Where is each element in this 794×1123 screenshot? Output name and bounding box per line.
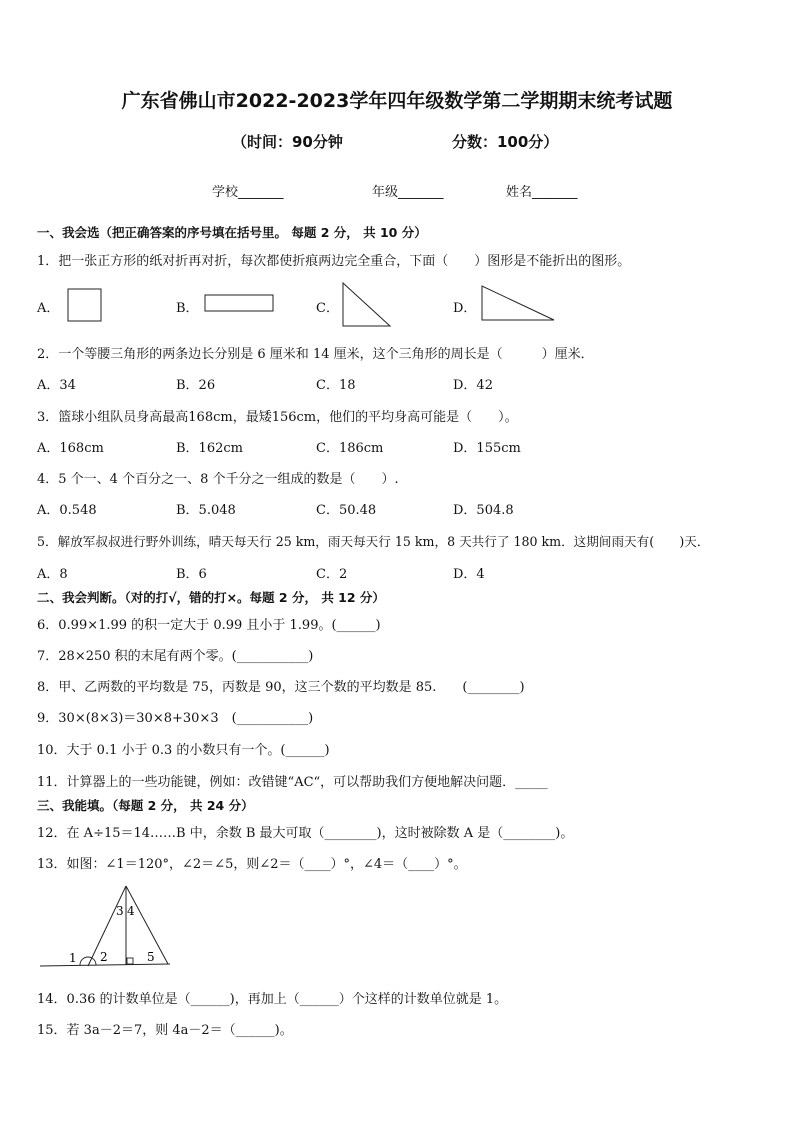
q4-option-a[interactable]: A．0.548 xyxy=(37,503,97,518)
square-figure xyxy=(67,288,103,324)
q5-option-a[interactable]: A．8 xyxy=(37,567,68,582)
school-field[interactable]: 学校_______ xyxy=(212,185,284,200)
right-triangle-figure xyxy=(340,281,394,329)
q4-option-b[interactable]: B．5.048 xyxy=(176,503,236,518)
q1-option-b[interactable]: B． xyxy=(176,301,199,316)
section-2-heading: 二、我会判断。（对的打√，错的打×。每题 2 分， 共 12 分） xyxy=(37,590,385,605)
angle-label-1: 1 xyxy=(69,951,77,965)
question-4: 4．5 个一、4 个百分之一、8 个千分之一组成的数是（ ）. xyxy=(37,472,399,487)
angle-label-2: 2 xyxy=(100,950,108,964)
question-3: 3．篮球小组队员身高最高168cm，最矮156cm，他们的平均身高可能是（ ）。 xyxy=(37,410,518,425)
q5-option-b[interactable]: B．6 xyxy=(176,567,207,582)
question-7: 7．28×250 积的末尾有两个零。(___________) xyxy=(37,649,314,664)
name-field[interactable]: 姓名_______ xyxy=(506,185,578,200)
question-10: 10．大于 0.1 小于 0.3 的小数只有一个。(______) xyxy=(37,743,330,758)
question-5: 5．解放军叔叔进行野外训练，晴天每天行 25 km，雨天每天行 15 km，8 天共行了 180 km．这期间雨天有( )天． xyxy=(37,534,710,549)
exam-time: （时间：90分钟 xyxy=(232,133,343,151)
question-2: 2．一个等腰三角形的两条边长分别是 6 厘米和 14 厘米，这个三角形的周长是（ ）厘米． xyxy=(37,347,594,362)
q4-option-c[interactable]: C．50.48 xyxy=(316,503,377,518)
q3-option-b[interactable]: B．162cm xyxy=(176,441,243,456)
page-title: 广东省佛山市2022-2023学年四年级数学第二学期期末统考试题 xyxy=(121,90,673,112)
question-9: 9．30×(8×3)＝30×8+30×3 (___________) xyxy=(37,711,314,726)
q3-option-c[interactable]: C．186cm xyxy=(316,441,384,456)
q3-option-d[interactable]: D．155cm xyxy=(453,441,521,456)
question-8: 8．甲、乙两数的平均数是 75，丙数是 90，这三个数的平均数是 85. (________) xyxy=(37,680,525,695)
exam-score: 分数：100分） xyxy=(452,133,559,151)
q5-option-d[interactable]: D．4 xyxy=(453,567,485,582)
q2-option-b[interactable]: B．26 xyxy=(176,378,216,393)
section-1-heading: 一、我会选（把正确答案的序号填在括号里。 每题 2 分， 共 10 分） xyxy=(37,225,427,240)
q4-option-d[interactable]: D．504.8 xyxy=(453,503,514,518)
obtuse-triangle-figure xyxy=(479,284,559,324)
question-11: 11．计算器上的一些功能键，例如：改错键“AC“，可以帮助我们方便地解决问题．_____ xyxy=(37,775,548,790)
q2-option-d[interactable]: D．42 xyxy=(453,378,493,393)
question-15: 15．若 3a－2＝7，则 4a－2＝（______)。 xyxy=(37,1023,293,1038)
angle-figure xyxy=(38,883,178,971)
question-12: 12．在 A÷15＝14……B 中，余数 B 最大可取（________)，这时被除数 A 是（________)。 xyxy=(37,826,574,841)
q2-option-a[interactable]: A．34 xyxy=(37,378,76,393)
question-1: 1．把一张正方形的纸对折再对折，每次都使折痕两边完全重合，下面（ ）图形是不能折出的图形。 xyxy=(37,254,631,269)
angle-label-5: 5 xyxy=(147,950,155,964)
section-3-heading: 三、我能填。（每题 2 分， 共 24 分） xyxy=(37,798,254,813)
q1-option-d[interactable]: D． xyxy=(453,301,477,316)
q3-option-a[interactable]: A．168cm xyxy=(37,441,104,456)
question-6: 6．0.99×1.99 的积一定大于 0.99 且小于 1.99。(______) xyxy=(37,618,381,633)
q1-option-a[interactable]: A． xyxy=(37,301,60,316)
q1-option-c[interactable]: C． xyxy=(316,301,339,316)
rectangle-figure xyxy=(204,294,276,314)
angle-label-4: 4 xyxy=(127,904,135,918)
q5-option-c[interactable]: C．2 xyxy=(316,567,348,582)
angle-label-3: 3 xyxy=(116,904,124,918)
grade-field[interactable]: 年级_______ xyxy=(372,185,444,200)
question-13: 13．如图：∠1＝120°，∠2＝∠5，则∠2＝（____）°，∠4＝（____）°。 xyxy=(37,857,467,872)
q2-option-c[interactable]: C．18 xyxy=(316,378,356,393)
question-14: 14．0.36 的计数单位是（______)，再加上（______）个这样的计数单位就是 1。 xyxy=(37,992,508,1007)
